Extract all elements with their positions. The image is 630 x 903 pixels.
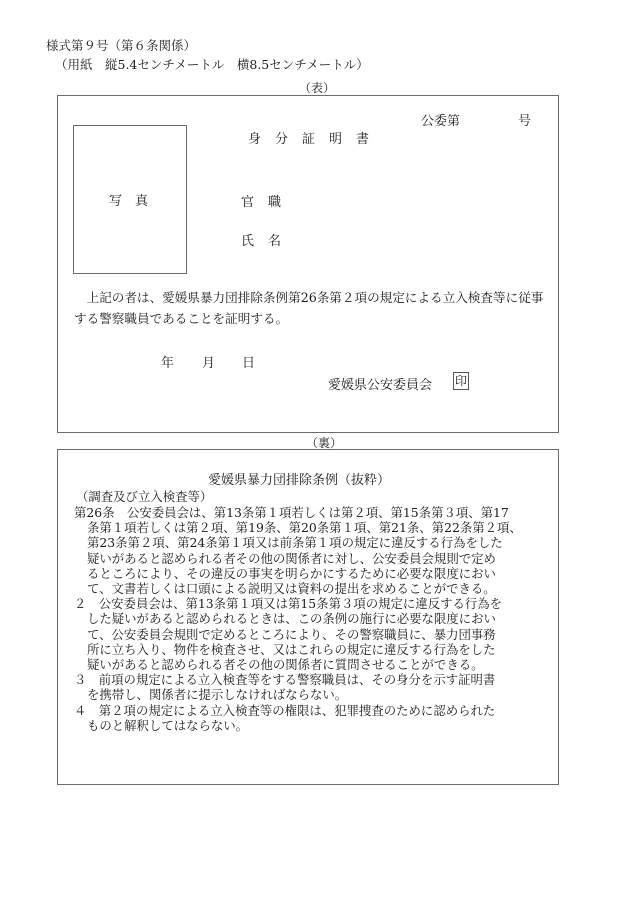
ordinance-title: 愛媛県暴力団排除条例（抜粋）	[208, 473, 391, 488]
committee-number-suffix: 号	[518, 114, 532, 129]
clause-line: ２ 公安委員会は、第13条第１項又は第15条第３項の規定に違反する行為を	[74, 596, 503, 612]
document-title: 身分証明書	[248, 132, 384, 147]
clause-line: るところにより、その違反の事実を明らかにするために必要な限度におい	[87, 565, 496, 581]
date-year: 年	[161, 356, 175, 371]
committee-number-prefix: 公委第	[421, 114, 461, 129]
back-card	[57, 449, 559, 785]
back-side-label: （裏）	[306, 436, 343, 450]
clause-line: 第26条 公安委員会は、第13条第１項若しくは第２項、第15条第３項、第17	[74, 505, 509, 520]
name-label: 氏名	[241, 234, 296, 249]
rank-label: 官職	[241, 195, 296, 210]
issuer-name: 愛媛県公安委員会	[328, 378, 433, 393]
clause-line: ３ 前項の規定による立入検査等をする警察職員は、その身分を示す証明書	[74, 672, 496, 688]
front-side-label: （表）	[299, 81, 336, 95]
section-heading: （調査及び立入検査等）	[76, 489, 213, 504]
clause-line: 疑いがあると認められる者その他の関係者に質問させることができる。	[87, 657, 484, 672]
photo-label: 写 真	[109, 194, 149, 209]
front-card	[57, 95, 559, 433]
photo-placeholder	[73, 125, 187, 274]
seal-mark: 印	[455, 374, 468, 388]
clause-line: 第23条第２項、第24条第１項又は前条第１項の規定に違反する行為をした	[87, 535, 503, 551]
clause-line: 条第１項若しくは第２項、第19条、第20条第１項、第21条、第22条第２項、	[87, 520, 522, 536]
clause-line: を携帯し、関係者に提示しなければならない。	[87, 687, 348, 703]
date-month: 月	[202, 356, 216, 371]
paper-size-note: （用紙 縦5.4センチメートル 横8.5センチメートル）	[55, 57, 369, 72]
clause-line: ４ 第２項の規定による立入検査等の権限は、犯罪捜査のために認められた	[74, 702, 496, 718]
date-day: 日	[242, 356, 256, 371]
clause-line: て、文書若しくは口頭による説明又は資料の提出を求めることができる。	[87, 581, 496, 596]
clause-line: 所に立ち入り、物件を検査させ、又はこれらの規定に違反する行為をした	[87, 641, 496, 657]
clause-line: ものと解釈してはならない。	[87, 717, 249, 733]
certification-text: 上記の者は、愛媛県暴力団排除条例第26条第２項の規定による立入検査等に従事する警察職員であることを証明する。	[74, 290, 544, 326]
clause-line: した疑いがあると認められるときは、この条例の施行に必要な限度におい	[87, 611, 496, 627]
clause-line: て、公安委員会規則で定めるところにより、その警察職員に、暴力団事務	[87, 626, 496, 642]
clause-line: 疑いがあると認められる者その他の関係者に対し、公安委員会規則で定め	[87, 550, 496, 566]
form-number: 様式第９号（第６条関係）	[46, 38, 197, 53]
